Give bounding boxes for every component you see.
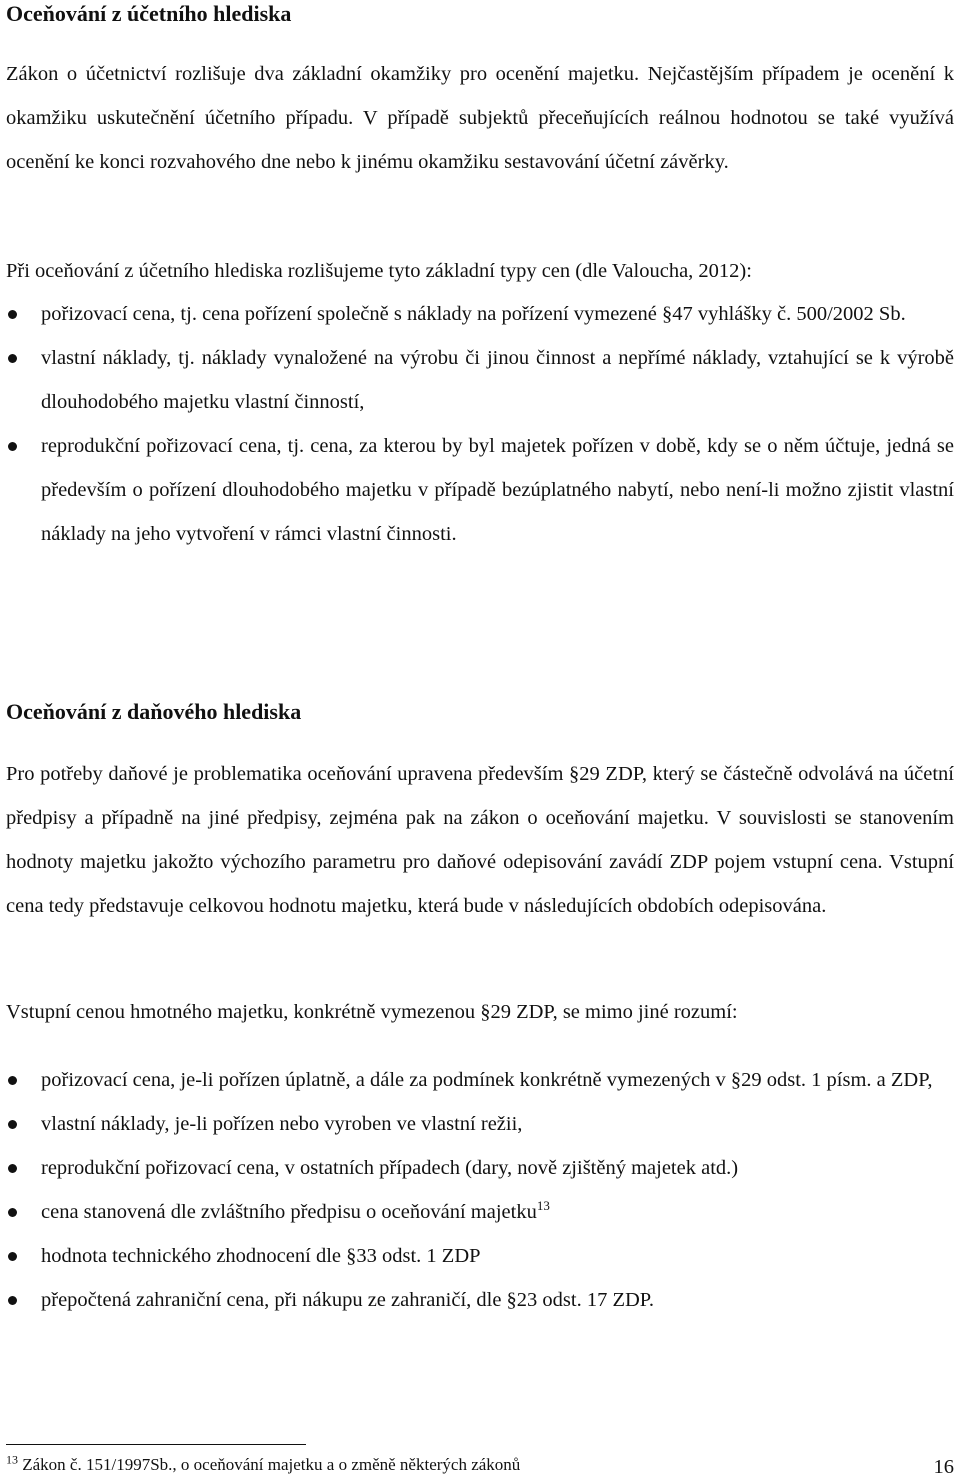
list-item (0, 1146, 960, 1190)
list-item (0, 1102, 960, 1146)
bullet-icon (8, 1164, 17, 1173)
page-number: 16 (933, 1456, 954, 1478)
bullet-icon (8, 1076, 17, 1085)
list-item-text: pořizovací cena, tj. cena pořízení společně s náklady na pořízení vymezené §47 vyhlášky č. 500/2002 Sb. (41, 303, 906, 325)
list-item-text: přepočtená zahraniční cena, při nákupu ze zahraničí, dle §23 odst. 17 ZDP. (41, 1289, 655, 1311)
paragraph-input-price-intro: Vstupní cenou hmotného majetku, konkrétně vymezenou §29 ZDP, se mimo jiné rozumí: (6, 1001, 738, 1023)
footnote-reference: 13 (536, 1198, 550, 1214)
bullet-icon (8, 442, 17, 451)
bullet-icon (8, 354, 17, 363)
footnote-text: Zákon č. 151/1997Sb., o oceňování majetku a o změně některých zákonů (22, 1455, 521, 1474)
list-item (0, 1058, 960, 1102)
list-item (0, 1190, 960, 1234)
section-heading-tax: Oceňování z daňového hlediska (6, 699, 302, 724)
paragraph-price-types-intro: Při oceňování z účetního hlediska rozlišujeme tyto základní typy cen (dle Valoucha, 2012): (6, 260, 752, 282)
list-item-text: reprodukční pořizovací cena, v ostatních případech (dary, nově zjištěný majetek atd.) (41, 1157, 739, 1179)
bullet-icon (8, 310, 17, 319)
footnote-divider (6, 1444, 306, 1445)
list-item-text: vlastní náklady, tj. náklady vynaložené na výrobu či jinou činnost a nepřímé náklady, vztahující se k výrobě dlouhodobého majetku vlastní činností, (41, 347, 954, 413)
bullet-icon (8, 1296, 17, 1305)
bullet-icon (8, 1208, 17, 1217)
footnote-number: 13 (6, 1452, 18, 1467)
list-item-text: reprodukční pořizovací cena, tj. cena, za kterou by byl majetek pořízen v době, kdy se o něm účtuje, jedná se především o pořízení dlouhodobého majetku v případě bezúplatného nabytí, nebo není-li možno zjistit vlastní náklady na jeho vytvoření v rámci vlastní činnosti. (41, 435, 954, 545)
list-item-text: cena stanovená dle zvláštního předpisu o oceňování majetku (41, 1201, 537, 1223)
list-item (0, 336, 960, 424)
paragraph-tax-intro: Pro potřeby daňové je problematika oceňování upravena především §29 ZDP, který se částečně odvolává na účetní předpisy a případně na jiné předpisy, zejména pak na zákon o oceňování majetku. V souvislosti se stanovením hodnoty majetku jakožto výchozího parametru pro daňové odepisování zavádí ZDP pojem vstupní cena. Vstupní cena tedy představuje celkovou hodnotu majetku, která bude v následujících obdobích odepisována. (6, 763, 954, 917)
list-item-text: vlastní náklady, je-li pořízen nebo vyroben ve vlastní režii, (41, 1113, 523, 1135)
bullet-icon (8, 1120, 17, 1129)
footnote (6, 1454, 520, 1476)
input-price-list (0, 1058, 960, 1322)
bullet-icon (8, 1252, 17, 1261)
list-item (0, 1278, 960, 1322)
paragraph-accounting-intro: Zákon o účetnictví rozlišuje dva základní okamžiky pro ocenění majetku. Nejčastějším případem je ocenění k okamžiku uskutečnění účetního případu. V případě subjektů přeceňujících reálnou hodnotou se také využívá ocenění ke konci rozvahového dne nebo k jinému okamžiku sestavování účetní závěrky. (6, 63, 954, 173)
section-heading-accounting: Oceňování z účetního hlediska (6, 1, 292, 26)
price-types-list (0, 292, 960, 556)
list-item-text: hodnota technického zhodnocení dle §33 odst. 1 ZDP (41, 1245, 481, 1267)
list-item (0, 424, 960, 556)
list-item-text: pořizovací cena, je-li pořízen úplatně, a dále za podmínek konkrétně vymezených v §29 odst. 1 písm. a ZDP, (41, 1069, 933, 1091)
list-item (0, 1234, 960, 1278)
list-item (0, 292, 960, 336)
